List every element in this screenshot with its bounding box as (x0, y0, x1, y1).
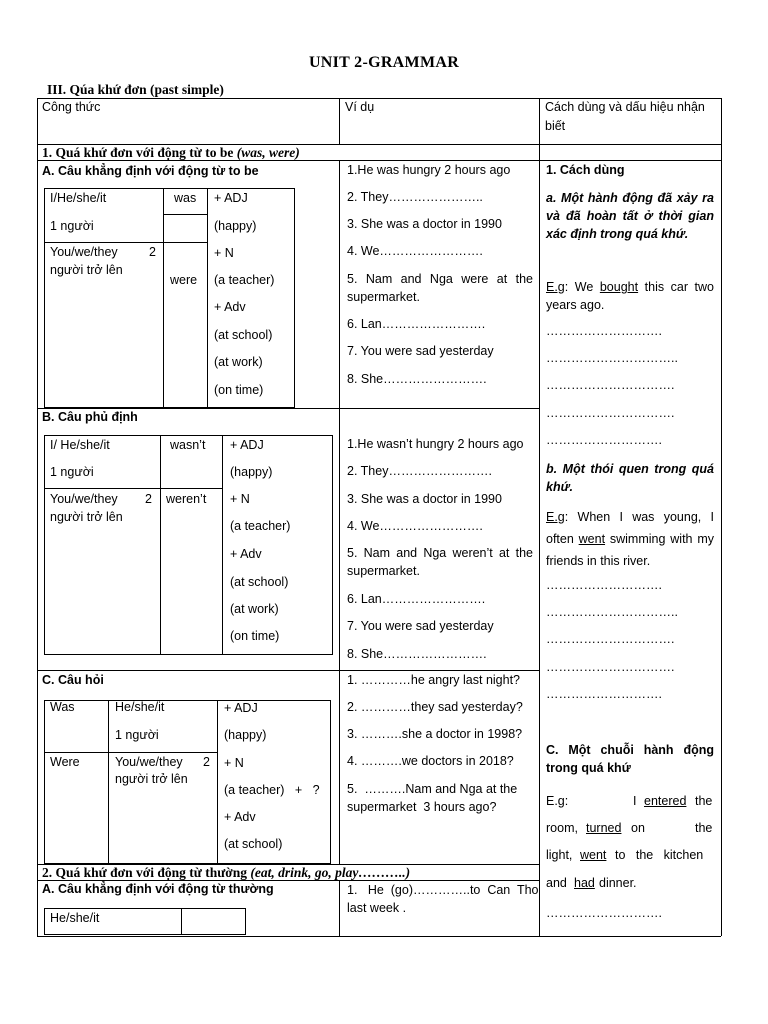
negative-label: B. Câu phủ định (42, 410, 138, 424)
neg-example-8: 8. She……………………. (347, 647, 487, 661)
neg-subject1-note: 1 người (50, 465, 94, 479)
neg-subject2: You/we/they (50, 492, 118, 506)
header-example: Ví dụ (345, 100, 375, 114)
neg-comp-5: (at school) (230, 575, 289, 589)
q-example-5b: supermarket 3 hours ago? (347, 800, 497, 814)
part2-affirmative-label: A. Câu khẳng định với động từ thường (42, 882, 274, 896)
usage-a-example: E.g: We bought this car two years ago. (546, 280, 714, 312)
usage-b-text: b. Một thói quen trong quá khứ. (546, 462, 714, 494)
neg-comp-7: (on time) (230, 629, 280, 643)
usage-b-example: E.g: When I was young, I often went swimming with my friends in this river. (546, 510, 714, 568)
part2-example-1b: last week . (347, 901, 407, 915)
aff-example-5b: supermarket. (347, 290, 420, 304)
aff-example-6: 6. Lan……………………. (347, 317, 486, 331)
q-example-2: 2. …………they sad yesterday? (347, 700, 523, 714)
neg-comp-2: + N (230, 492, 250, 506)
q-comp-3: (a teacher) + ? (224, 783, 320, 797)
aff-comp-1: (happy) (214, 219, 257, 233)
q-subject2-num: 2 (203, 755, 210, 769)
q-comp-4: + Adv (224, 810, 256, 824)
neg-example-7: 7. You were sad yesterday (347, 619, 494, 633)
q-verb-was: Was (50, 700, 75, 714)
aff-example-3: 3. She was a doctor in 1990 (347, 217, 502, 231)
usage-heading: 1. Cách dùng (546, 163, 625, 177)
q-comp-0: + ADJ (224, 701, 258, 715)
section-heading: III. Qúa khứ đơn (past simple) (47, 82, 224, 97)
aff-example-1: 1.He was hungry 2 hours ago (347, 163, 511, 177)
aff-example-7: 7. You were sad yesterday (347, 344, 494, 358)
usage-a-dots-5: ………………………. (546, 433, 662, 447)
aff-comp-4: + Adv (214, 300, 246, 314)
q-example-5: 5. ……….Nam and Nga at the (347, 782, 518, 796)
usage-a-dots-3: …………………………. (546, 378, 675, 392)
aff-verb-were: were (170, 273, 198, 287)
aff-subject2-num: 2 (149, 245, 156, 259)
usage-b-dots-3: …………………………. (546, 632, 675, 646)
question-label: C. Câu hỏi (42, 673, 104, 687)
q-example-3: 3. ……….she a doctor in 1998? (347, 727, 523, 741)
neg-subject2-num: 2 (145, 492, 152, 506)
aff-comp-0: + ADJ (214, 191, 248, 205)
aff-comp-7: (on time) (214, 383, 264, 397)
q-comp-2: + N (224, 756, 244, 770)
neg-comp-0: + ADJ (230, 438, 264, 452)
usage-c-dots: ………………………. (546, 906, 662, 920)
usage-b-dots-2: ………………………….. (546, 605, 678, 619)
aff-comp-3: (a teacher) (214, 273, 275, 287)
q-verb-were: Were (50, 755, 80, 769)
aff-comp-2: + N (214, 246, 234, 260)
neg-example-3: 3. She was a doctor in 1990 (347, 492, 502, 506)
header-usage-line2: biết (545, 119, 566, 133)
q-subject2: You/we/they (115, 755, 183, 769)
usage-a-dots-1: ………………………. (546, 324, 662, 338)
q-example-1: 1. …………he angry last night? (347, 673, 520, 687)
neg-verb-werent: weren’t (166, 492, 207, 506)
q-comp-5: (at school) (224, 837, 283, 851)
aff-verb-was: was (174, 191, 197, 205)
usage-a-dots-4: …………………………. (546, 406, 675, 420)
part1-heading: 1. Quá khứ đơn với động từ to be (was, were) (42, 145, 300, 160)
part2-heading: 2. Quá khứ đơn với động từ thường (eat, drink, go, play………..) (42, 865, 411, 880)
aff-comp-6: (at work) (214, 355, 263, 369)
usage-a-text: a. Một hành động đã xảy ra và đã hoàn tất ở thời gian xác định trong quá khứ. (546, 191, 714, 241)
neg-example-6: 6. Lan……………………. (347, 592, 486, 606)
part2-subject1: He/she/it (50, 911, 100, 925)
q-subject2-note: người trở lên (115, 772, 188, 786)
neg-example-5: 5. Nam and Nga weren’t at the (347, 546, 533, 560)
neg-subject1: I/ He/she/it (50, 438, 110, 452)
part2-example-1: 1. He (go)…………..to Can Tho (347, 883, 539, 897)
neg-example-5b: supermarket. (347, 564, 420, 578)
usage-c-text: C. Một chuỗi hành động trong quá khứ (546, 743, 714, 775)
page-title: UNIT 2-GRAMMAR (308, 54, 460, 71)
neg-comp-6: (at work) (230, 602, 279, 616)
aff-example-5: 5. Nam and Nga were at the (347, 272, 533, 286)
neg-example-4: 4. We……………………. (347, 519, 483, 533)
aff-subject1-note: 1 người (50, 219, 94, 233)
q-comp-1: (happy) (224, 728, 267, 742)
aff-subject2-note: người trở lên (50, 263, 123, 277)
neg-example-2: 2. They……………………. (347, 464, 492, 478)
usage-a-dots-2: ………………………….. (546, 351, 678, 365)
usage-b-dots-4: …………………………. (546, 660, 675, 674)
header-formula: Công thức (42, 100, 101, 114)
usage-b-dots-1: ………………………. (546, 578, 662, 592)
neg-comp-1: (happy) (230, 465, 273, 479)
neg-verb-wasnt: wasn’t (170, 438, 206, 452)
aff-comp-5: (at school) (214, 328, 273, 342)
q-subject1: He/she/it (115, 700, 165, 714)
aff-example-2: 2. They………………….. (347, 190, 483, 204)
neg-example-1: 1.He wasn’t hungry 2 hours ago (347, 437, 524, 451)
affirmative-label: A. Câu khẳng định với động từ to be (42, 164, 259, 178)
aff-subject2: You/we/they (50, 245, 118, 259)
aff-example-8: 8. She……………………. (347, 372, 487, 386)
neg-comp-3: (a teacher) (230, 519, 291, 533)
q-example-4: 4. ……….we doctors in 2018? (347, 754, 514, 768)
aff-example-4: 4. We……………………. (347, 244, 483, 258)
header-usage-line1: Cách dùng và dấu hiệu nhận (545, 100, 705, 114)
neg-comp-4: + Adv (230, 547, 262, 561)
aff-subject1: I/He/she/it (50, 191, 107, 205)
neg-subject2-note: người trở lên (50, 510, 123, 524)
q-subject1-note: 1 người (115, 728, 159, 742)
usage-b-dots-5: ………………………. (546, 687, 662, 701)
